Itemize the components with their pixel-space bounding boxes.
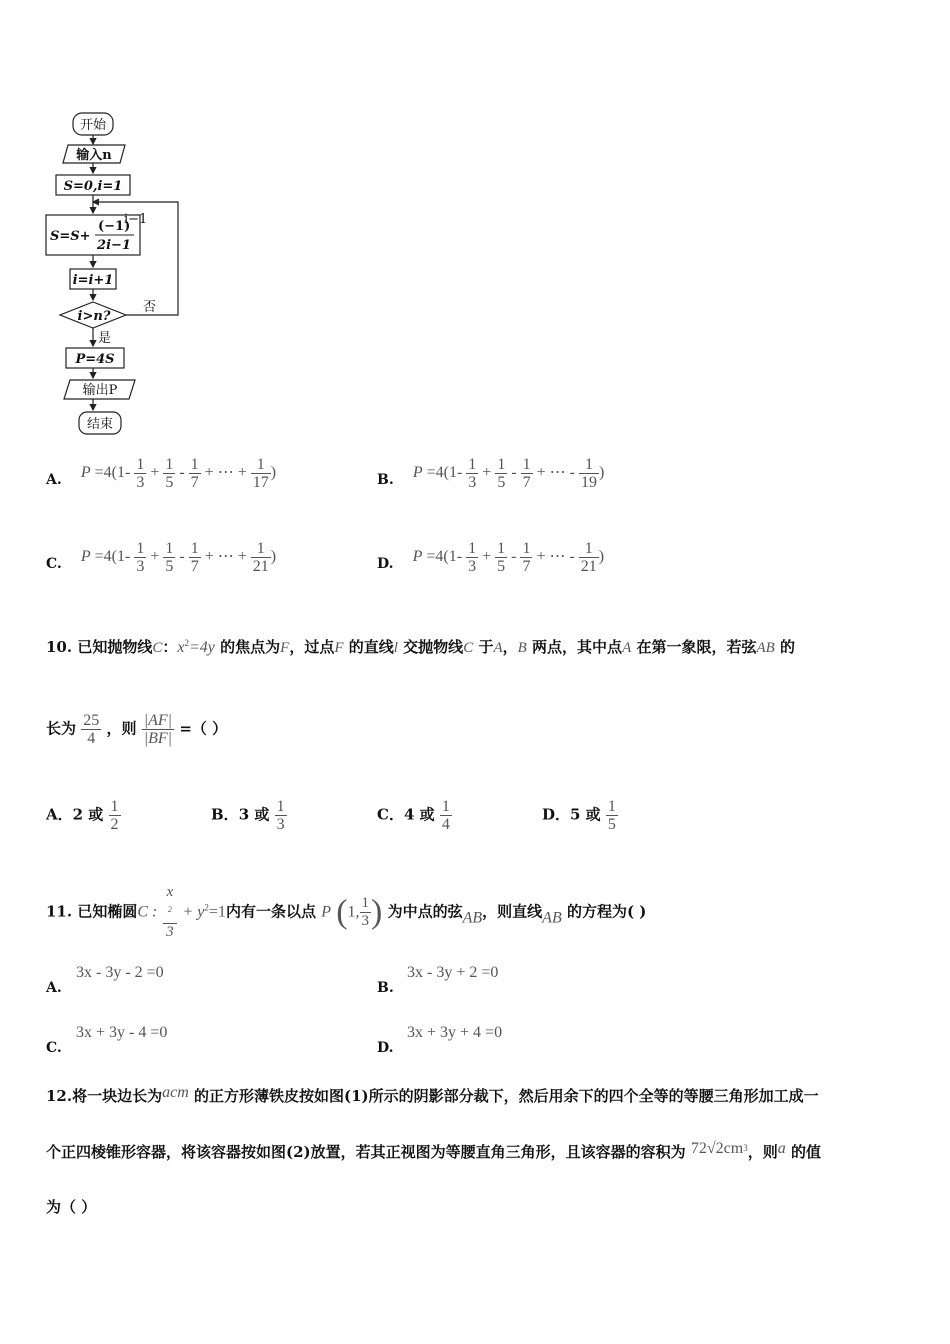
q10-option-label: A． xyxy=(46,805,73,824)
q11-text: 的方程为( ) xyxy=(566,902,647,921)
q11-option-formula: 3x - 3y - 2 =0 xyxy=(76,964,164,981)
q10-option-int: 4 或 xyxy=(403,805,435,824)
q9-close: ) xyxy=(598,548,605,566)
q9-dots: + ⋯ xyxy=(536,464,566,482)
q10-text: =（ ） xyxy=(179,719,228,738)
q10-var: F xyxy=(334,640,344,656)
q12-text: 个正四棱锥形容器，将该容器按如图(2)放置，若其正视图为等腰直角三角形，且该容器的容积为 xyxy=(46,1143,686,1161)
q11-point-x: 1, xyxy=(347,903,360,921)
q11-var: AB xyxy=(542,909,562,927)
q9-eq: =4(1- xyxy=(94,548,131,566)
q9-option-d[interactable]: D. P =4(1- $\frac{1}{3}$ + $\frac{1}{5}$ - $\frac{1}{7}$ + ⋯ - $\frac{1}{21}$ ) xyxy=(377,540,605,575)
q10-option-frac: $\frac{1}{2}$ xyxy=(110,798,119,833)
q9-eq: =4(1- xyxy=(94,464,131,482)
q12-acm: acm xyxy=(162,1084,189,1101)
q9-option-label: A. xyxy=(46,472,62,488)
q9-option-label: C. xyxy=(46,556,62,572)
q9-frac: $\frac{1}{5}$ xyxy=(497,540,506,575)
q9-frac: $\frac{1}{3}$ xyxy=(136,540,145,575)
flow-end-text: 结束 xyxy=(86,417,114,432)
q9-last-sign: - xyxy=(569,464,575,482)
q11-option-formula: 3x + 3y + 4 =0 xyxy=(407,1024,503,1041)
q10-text: 两点，其中点 xyxy=(532,638,623,656)
q9-option-a[interactable]: A. P =4(1- $\frac{1}{3}$ + $\frac{1}{5}$ - $\frac{1}{7}$ + ⋯ + $\frac{1}{17}$ ) xyxy=(46,456,277,491)
q9-frac: $\frac{1}{3}$ xyxy=(468,540,477,575)
q9-frac-last: $\frac{1}{21}$ xyxy=(580,540,597,575)
q9-frac: $\frac{1}{5}$ xyxy=(165,456,174,491)
q10-option-frac: $\frac{1}{3}$ xyxy=(276,798,285,833)
q11-frac: x $^2$ 3 xyxy=(163,884,178,941)
q9-last-sign: - xyxy=(569,548,575,566)
q10-var: C xyxy=(152,640,163,656)
q10-option-int: 5 或 xyxy=(570,805,601,824)
q12-line1 xyxy=(46,1084,819,1106)
flow-init-text: S=0,i=1 xyxy=(63,179,123,194)
q10-var: l xyxy=(393,640,398,656)
q10-option-frac: $\frac{1}{5}$ xyxy=(607,798,616,833)
q10-option-frac: $\frac{1}{4}$ xyxy=(441,798,450,833)
q11-option-formula: 3x - 3y + 2 =0 xyxy=(407,964,499,981)
flow-assign-text: P=4S xyxy=(75,352,115,367)
q10-var: F xyxy=(280,640,290,656)
q9-close: ) xyxy=(270,548,277,566)
q10-eq-x: x xyxy=(177,639,185,656)
q11-text: 已知椭圆 xyxy=(77,902,138,921)
q11-var: P xyxy=(321,903,331,921)
q12-text: 的值 xyxy=(790,1143,821,1161)
q12-volume: 72√2cm xyxy=(690,1140,744,1157)
q9-last-sign: + xyxy=(237,464,247,482)
q9-frac-last: $\frac{1}{19}$ xyxy=(581,456,597,491)
q9-frac-last: $\frac{1}{21}$ xyxy=(252,540,269,575)
flow-output-text: 输出P xyxy=(82,383,118,398)
flow-update-exp: i−1 xyxy=(124,212,148,227)
q9-var-p: P xyxy=(80,548,91,566)
q12-var-a: a xyxy=(777,1140,786,1157)
q12-text: 将一块边长为 xyxy=(72,1087,163,1105)
q10-var: A xyxy=(622,640,632,656)
q10-option-a[interactable] xyxy=(46,798,121,833)
q11-text: 内有一条以点 xyxy=(225,902,316,921)
q9-option-b[interactable]: B. P =4(1- $\frac{1}{3}$ + $\frac{1}{5}$ - $\frac{1}{7}$ + ⋯ - $\frac{1}{19}$ ) xyxy=(377,456,605,491)
q10-number: 10. xyxy=(46,638,73,656)
q11-text: 为中点的弦 xyxy=(387,902,463,921)
q12-number: 12. xyxy=(46,1087,73,1105)
q11-option-label: B. xyxy=(377,980,394,996)
flow-no-label: 否 xyxy=(143,300,157,315)
q10-line2 xyxy=(46,712,227,747)
q11-sup: 2 xyxy=(204,902,209,913)
q10-line1 xyxy=(46,636,795,657)
q9-last-sign: + xyxy=(237,548,247,566)
q9-close: ) xyxy=(270,464,277,482)
q10-text: ， xyxy=(502,638,518,656)
q9-dots: + ⋯ xyxy=(536,548,566,566)
q9-option-c[interactable]: C. P =4(1- $\frac{1}{3}$ + $\frac{1}{5}$ - $\frac{1}{7}$ + ⋯ + $\frac{1}{21}$ ) xyxy=(46,540,277,575)
q9-frac: $\frac{1}{3}$ xyxy=(468,456,477,491)
q9-eq: =4(1- xyxy=(426,464,463,482)
flow-input-text: 输入n xyxy=(76,148,112,163)
q11-line1: 11. 已知椭圆C : x $^2$ 3 + $y^2=1$内有一条以点 P (1, $\frac{1}{3}$ ) 为中点的弦AB，则直线AB 的方程为( ) xyxy=(46,884,647,940)
q9-frac: $\frac{1}{3}$ xyxy=(136,456,145,491)
q11-var: AB xyxy=(462,909,483,927)
q10-text: 的 xyxy=(780,638,796,656)
flow-condition-text: i>n? xyxy=(77,309,111,324)
q11-var: C : xyxy=(137,903,158,921)
q10-text: ： xyxy=(162,638,178,656)
q9-frac: $\frac{1}{7}$ xyxy=(522,456,531,491)
q9-frac: $\frac{1}{5}$ xyxy=(165,540,174,575)
q10-option-b[interactable] xyxy=(211,798,287,833)
q10-var: C xyxy=(463,640,474,656)
flow-update-prefix: S=S+ xyxy=(50,229,91,244)
q12-text: 的正方形薄铁皮按如图(1)所示的阴影部分裁下，然后用余下的四个全等的等腰三角形加工成一 xyxy=(194,1087,819,1105)
q12-volume-sup: 3 xyxy=(743,1143,748,1153)
q11-plus-y: + y xyxy=(182,903,205,921)
q9-var-p: P xyxy=(412,548,423,566)
q11-number: 11. xyxy=(46,902,73,921)
q11-eq1: =1 xyxy=(208,903,226,921)
q9-dots: + ⋯ xyxy=(204,548,234,566)
q11-option-label: A. xyxy=(46,980,62,996)
q10-option-int: 2 或 xyxy=(72,805,104,824)
q10-eq-sup: 2 xyxy=(184,638,189,648)
q9-var-p: P xyxy=(412,464,423,482)
q10-text: ，则 xyxy=(106,719,137,738)
q10-option-label: D． xyxy=(542,805,571,824)
q12-line2 xyxy=(46,1140,821,1162)
q10-text: 已知抛物线 xyxy=(77,638,153,656)
q10-option-int: 3 或 xyxy=(238,805,270,824)
q9-option-label: D. xyxy=(377,556,394,572)
q10-text: 的直线 xyxy=(348,638,394,656)
q9-dots: + ⋯ xyxy=(204,464,234,482)
q10-text: 在第一象限，若弦 xyxy=(636,638,757,656)
q10-option-d[interactable] xyxy=(542,798,618,833)
q10-var: AB xyxy=(756,640,775,656)
flow-increment-text: i=i+1 xyxy=(72,273,114,288)
q12-text: 为（ ） xyxy=(46,1198,97,1216)
q11-option-label: C. xyxy=(46,1040,62,1056)
q9-close: ) xyxy=(599,464,605,482)
q10-text: 长为 xyxy=(46,719,77,738)
q11-option-label: D. xyxy=(377,1040,394,1056)
q10-text: 于 xyxy=(478,638,494,656)
q10-option-label: B． xyxy=(211,805,239,824)
q10-text: 交抛物线 xyxy=(403,638,464,656)
q12-text: ，则 xyxy=(747,1143,778,1161)
q10-var: A xyxy=(493,640,503,656)
q9-frac: $\frac{1}{7}$ xyxy=(522,540,531,575)
q10-option-label: C． xyxy=(377,805,404,824)
q9-var-p: P xyxy=(80,464,91,482)
flow-update-den: 2i−1 xyxy=(97,238,131,253)
q9-frac: $\frac{1}{5}$ xyxy=(497,456,506,491)
q10-length-frac: $\frac{25}{4}$ xyxy=(83,712,100,747)
flow-update-num: (−1) xyxy=(98,219,131,234)
q10-text: 的焦点为 xyxy=(220,638,281,656)
q11-point-frac: $\frac{1}{3}$ xyxy=(361,895,370,929)
flow-yes-label: 是 xyxy=(98,331,112,346)
q9-eq: =4(1- xyxy=(426,548,463,566)
q10-option-c[interactable] xyxy=(377,798,452,833)
q11-text: ，则直线 xyxy=(482,902,543,921)
q10-ratio-frac: $\frac{|AF|}{|BF|}$ xyxy=(143,712,173,747)
q9-frac: $\frac{1}{7}$ xyxy=(190,540,199,575)
q10-var: B xyxy=(517,640,527,656)
q11-option-formula: 3x + 3y - 4 =0 xyxy=(76,1024,168,1041)
q12-line3 xyxy=(46,1196,96,1217)
flow-start-text: 开始 xyxy=(79,118,107,133)
q9-frac: $\frac{1}{7}$ xyxy=(190,456,199,491)
q10-eq-rest: =4y xyxy=(189,639,215,656)
flowchart xyxy=(40,105,200,440)
q10-text: ，过点 xyxy=(289,638,335,656)
q9-option-label: B. xyxy=(377,472,394,488)
q9-frac-last: $\frac{1}{17}$ xyxy=(252,456,269,491)
